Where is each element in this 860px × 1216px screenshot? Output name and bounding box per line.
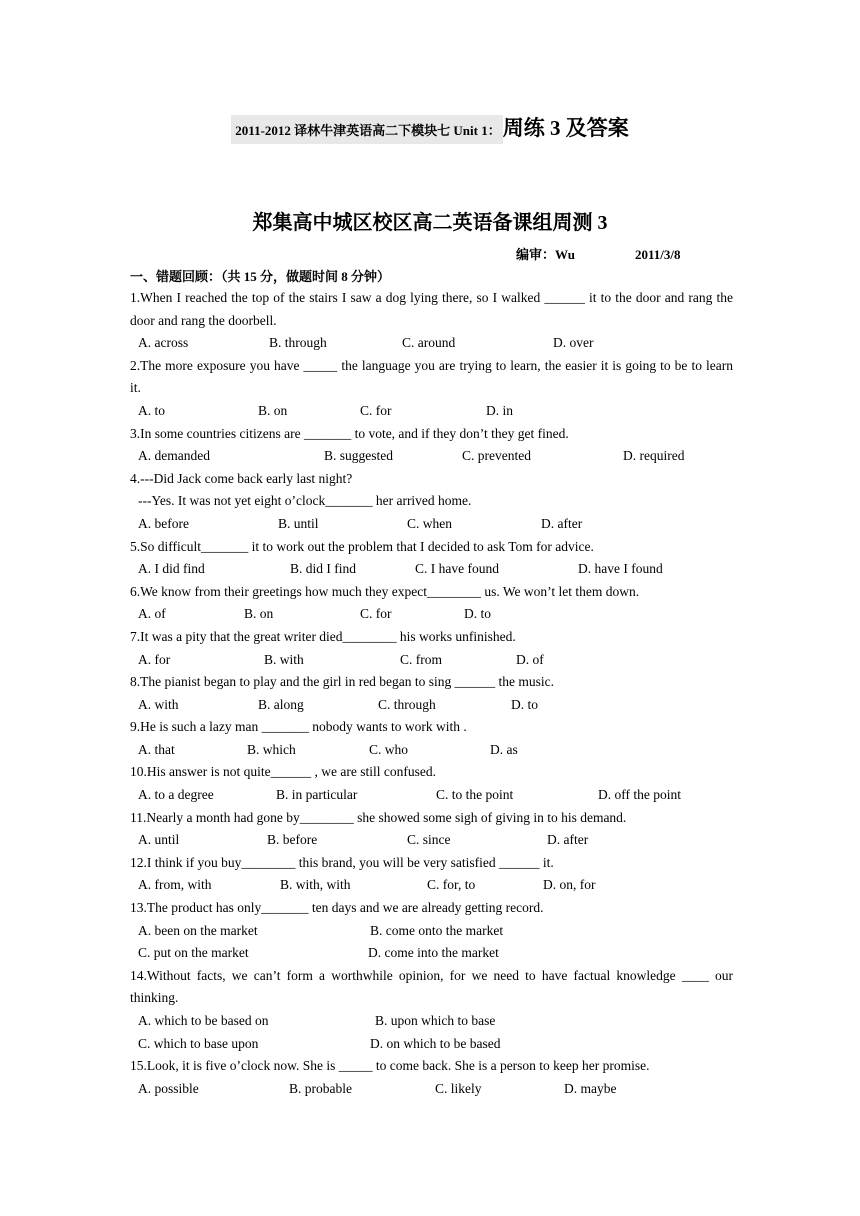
options-row	[130, 649, 733, 672]
question-stem: 1.When I reached the top of the stairs I saw a dog lying there, so I walked ______ it to the door and rang the door and rang the doorbell.	[130, 290, 733, 328]
question-6	[130, 581, 733, 626]
question-5	[130, 536, 733, 581]
options-row	[130, 874, 733, 897]
question-9	[130, 716, 733, 761]
question-10	[130, 761, 733, 806]
question-stem-line-2: ---Yes. It was not yet eight o’clock_______ her arrived home.	[138, 493, 472, 509]
option-d: D. off the point	[598, 787, 681, 803]
question-stem: 14.Without facts, we can’t form a worthwhile opinion, for we need to have factual knowledge ____ our thinking.	[130, 967, 733, 1006]
option-a: A. that	[138, 741, 175, 757]
question-stem: 9.He is such a lazy man _______ nobody wants to work with .	[130, 719, 467, 735]
options-row	[130, 694, 733, 717]
option-c: C. likely	[435, 1080, 482, 1096]
option-c: C. through	[378, 696, 436, 712]
option-b: B. with, with	[280, 877, 351, 893]
option-c: C. to the point	[436, 787, 514, 803]
options-row	[130, 1078, 733, 1101]
option-b: B. in particular	[276, 787, 358, 803]
option-b: B. which	[247, 741, 296, 757]
options-row	[130, 1033, 733, 1056]
options-row	[130, 558, 733, 581]
question-stem: 3.In some countries citizens are _______ to vote, and if they don’t they get fined.	[130, 425, 569, 441]
option-a: A. for	[138, 651, 171, 667]
question-12	[130, 852, 733, 897]
option-c: C. since	[407, 832, 451, 848]
question-1	[130, 287, 733, 355]
option-d: D. after	[541, 515, 583, 531]
option-d: D. required	[623, 448, 685, 464]
question-2	[130, 355, 733, 423]
options-row	[130, 332, 733, 355]
question-7	[130, 626, 733, 671]
question-stem: 10.His answer is not quite______ , we are still confused.	[130, 764, 436, 780]
option-d: D. on which to be based	[370, 1035, 501, 1051]
option-b: B. suggested	[324, 448, 393, 464]
question-stem: 11.Nearly a month had gone by________ she showed some sigh of giving in to his demand.	[130, 809, 627, 825]
option-c: C. prevented	[462, 448, 531, 464]
option-a: A. to a degree	[138, 787, 214, 803]
option-d: D. of	[516, 651, 544, 667]
option-c: C. from	[400, 651, 442, 667]
option-a: A. from, with	[138, 877, 212, 893]
option-c: C. when	[407, 515, 452, 531]
option-c: C. for, to	[427, 877, 476, 893]
question-3	[130, 423, 733, 468]
option-d: D. to	[464, 606, 491, 622]
option-d: D. in	[486, 402, 513, 418]
question-8	[130, 671, 733, 716]
option-b: B. on	[244, 606, 274, 622]
option-c: C. which to base upon	[138, 1035, 259, 1051]
option-d: D. maybe	[564, 1080, 617, 1096]
option-b: B. did I find	[290, 561, 356, 577]
question-stem: 7.It was a pity that the great writer died________ his works unfinished.	[130, 628, 516, 644]
option-a: A. demanded	[138, 448, 210, 464]
options-row	[130, 445, 733, 468]
option-c: C. put on the market	[138, 945, 249, 961]
section-heading: 一、错题回顾：（共 15 分，做题时间 8 分钟）	[130, 269, 391, 284]
options-row	[130, 784, 733, 807]
option-b: B. come onto the market	[370, 922, 504, 938]
option-d: D. as	[490, 741, 518, 757]
editor: 编审：Wu	[516, 247, 575, 262]
question-11	[130, 807, 733, 852]
question-stem: 12.I think if you buy________ this brand, you will be very satisfied ______ it.	[130, 854, 554, 870]
question-stem: 8.The pianist began to play and the girl in red began to sing ______ the music.	[130, 674, 555, 690]
option-a: A. across	[138, 335, 189, 351]
option-b: B. until	[278, 515, 319, 531]
option-b: B. through	[269, 335, 327, 351]
question-stem: 6.We know from their greetings how much they expect________ us. We won’t let them down.	[130, 583, 640, 599]
options-row	[130, 1010, 733, 1033]
question-stem: 2.The more exposure you have _____ the language you are trying to learn, the easier it is going to be to learn it.	[130, 357, 733, 396]
option-b: B. along	[258, 696, 304, 712]
options-row	[130, 603, 733, 626]
option-d: D. have I found	[578, 561, 663, 577]
options-row	[130, 400, 733, 423]
question-list	[130, 287, 733, 1100]
option-c: C. for	[360, 606, 392, 622]
options-row	[130, 513, 733, 536]
option-c: C. who	[369, 741, 409, 757]
option-b: B. probable	[289, 1080, 352, 1096]
option-b: B. upon which to base	[375, 1013, 496, 1028]
option-c: C. around	[402, 335, 456, 351]
option-d: D. on, for	[543, 877, 596, 893]
option-a: A. with	[138, 696, 179, 712]
question-4	[130, 468, 733, 536]
option-a: A. been on the market	[138, 922, 258, 938]
option-a: A. until	[138, 832, 180, 848]
option-b: B. on	[258, 402, 288, 418]
option-d: D. over	[553, 335, 594, 351]
question-stem: 15.Look, it is five o’clock now. She is _____ to come back. She is a person to keep her promise.	[130, 1058, 650, 1074]
editor-line	[516, 244, 681, 263]
question-13	[130, 897, 733, 965]
option-a: A. possible	[138, 1080, 199, 1096]
option-a: A. before	[138, 515, 189, 531]
option-d: D. to	[511, 696, 538, 712]
option-d: D. come into the market	[368, 945, 499, 961]
options-row	[130, 942, 733, 965]
option-a: A. which to be based on	[138, 1013, 269, 1028]
question-stem: 4.---Did Jack come back early last night?	[130, 470, 353, 486]
date: 2011/3/8	[635, 247, 681, 262]
question-14	[130, 965, 733, 1055]
option-c: C. for	[360, 402, 392, 418]
option-a: A. of	[138, 606, 166, 622]
question-stem: 5.So difficult_______ it to work out the problem that I decided to ask Tom for advice.	[130, 538, 594, 554]
question-stem: 13.The product has only_______ ten days and we are already getting record.	[130, 900, 544, 916]
title-suffix: 周练 3 及答案	[502, 116, 629, 140]
options-row	[130, 920, 733, 943]
option-b: B. before	[267, 832, 318, 848]
test-title: 郑集高中城区校区高二英语备课组周测 3	[252, 212, 608, 234]
title-highlight: 2011-2012 译林牛津英语高二下模块七 Unit 1：	[231, 115, 502, 144]
option-a: A. to	[138, 402, 165, 418]
document-title	[0, 112, 860, 142]
option-b: B. with	[264, 651, 304, 667]
options-row	[130, 829, 733, 852]
option-d: D. after	[547, 832, 589, 848]
options-row	[130, 739, 733, 762]
option-a: A. I did find	[138, 561, 205, 577]
question-15	[130, 1055, 733, 1100]
option-c: C. I have found	[415, 561, 499, 577]
